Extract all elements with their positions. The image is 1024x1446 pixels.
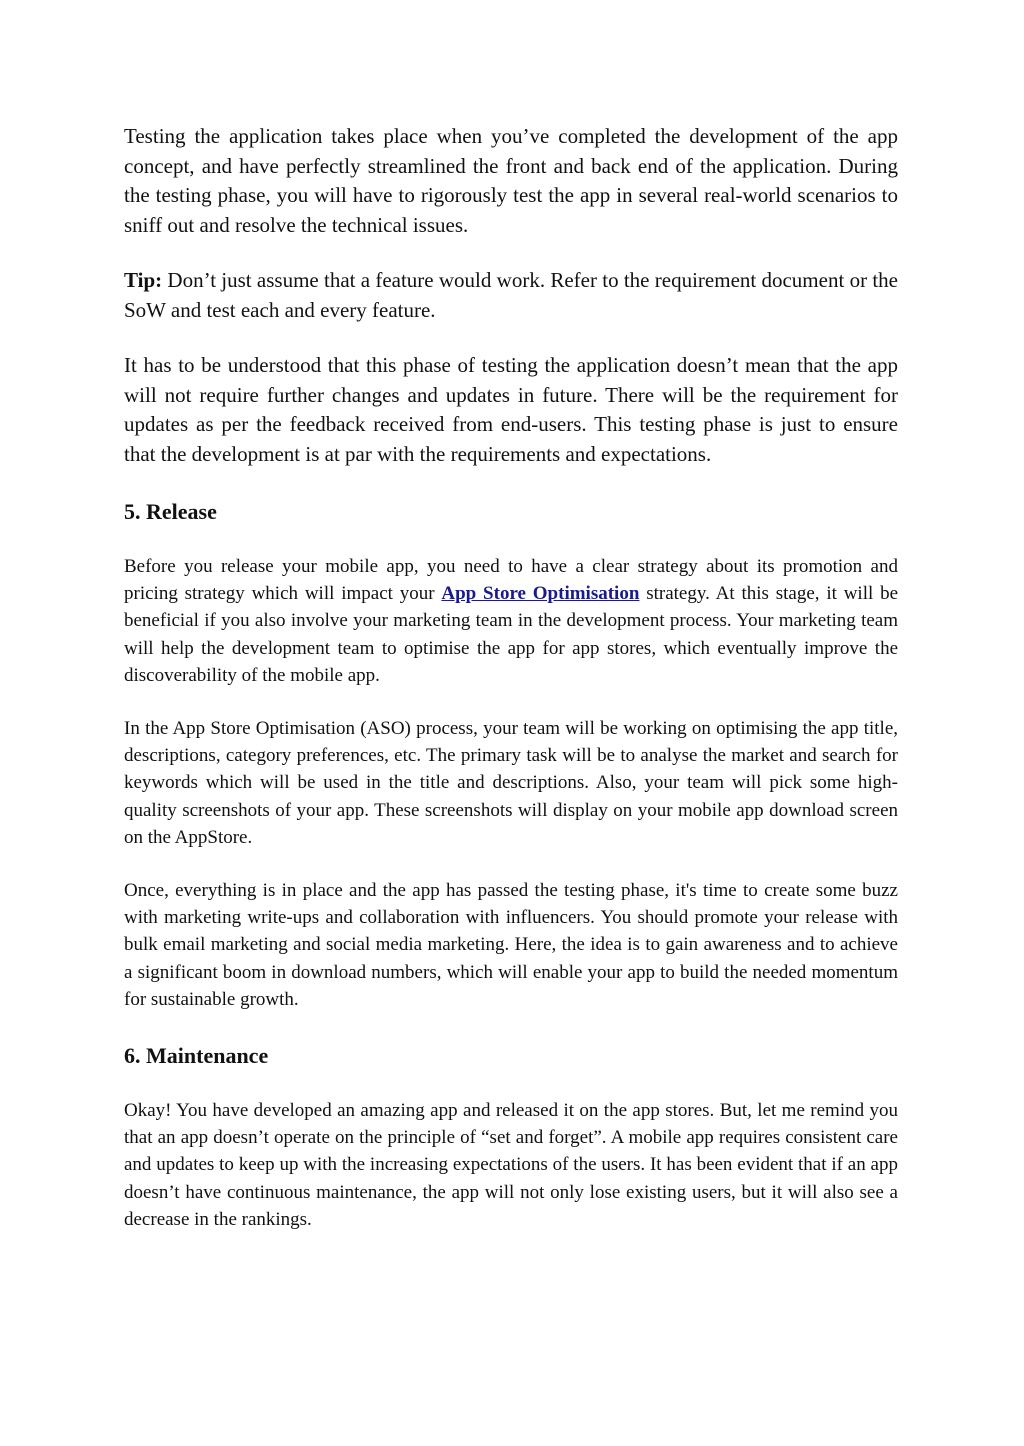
release-paragraph-2: In the App Store Optimisation (ASO) process, your team will be working on optimising the app title, descriptions, category preferences, etc. The primary task will be to analyse the market and search for keywords which will be used in the title and descriptions. Also, your team will pick some high-quality screenshots of your app. These screenshots will display on your mobile app download screen on the AppStore. <box>124 718 898 848</box>
document-page <box>124 122 898 1233</box>
spacer <box>124 851 898 877</box>
release-p1-after: strategy. At this stage, it will be beneficial if you also involve your marketing team in the development process. Your marketing team will help the development team to optimise the app for app stores, which eventually improve the discoverability of the mobile app. <box>124 583 899 686</box>
tip-label: Tip: <box>124 268 163 292</box>
spacer <box>124 1071 898 1097</box>
spacer <box>124 689 898 715</box>
release-heading: 5. Release <box>124 499 217 524</box>
maintenance-paragraph-1: Okay! You have developed an amazing app and released it on the app stores. But, let me remind you that an app doesn’t operate on the principle of “set and forget”. A mobile app requires consistent care and updates to keep up with the increasing expectations of the users. It has been evident that if an app doesn’t have continuous maintenance, the app will not only lose existing users, but it will also see a decrease in the rankings. <box>124 1100 898 1230</box>
release-p1-before: Before you release your mobile app, you need to have a clear strategy about its promotion and pricing strategy which will impact your <box>124 556 898 605</box>
spacer <box>124 1013 898 1041</box>
testing-paragraph-2: It has to be understood that this phase of testing the application doesn’t mean that the app will not require further changes and updates in future. There will be the requirement for updates as per the feedback received from end-users. This testing phase is just to ensure that the development is at par with the requirements and expectations. <box>124 353 898 466</box>
release-paragraph-3: Once, everything is in place and the app has passed the testing phase, it's time to create some buzz with marketing write-ups and collaboration with influencers. You should promote your release with bulk email marketing and social media marketing. Here, the idea is to gain awareness and to achieve a significant boom in download numbers, which will enable your app to build the needed momentum for sustainable growth. <box>124 880 898 1010</box>
app-store-optimisation-link[interactable]: App Store Optimisation <box>441 583 640 605</box>
spacer <box>124 469 898 497</box>
spacer <box>124 527 898 553</box>
maintenance-heading: 6. Maintenance <box>124 1043 269 1069</box>
tip-paragraph <box>124 266 898 325</box>
testing-paragraph-1: Testing the application takes place when you’ve completed the development of the app concept, and have perfectly streamlined the front and back end of the application. During the testing phase, you will have to rigorously test the app in several real-world scenarios to sniff out and resolve the technical issues. <box>124 124 898 237</box>
spacer <box>124 325 898 351</box>
tip-text: Don’t just assume that a feature would work. Refer to the requirement document or the SoW and test each and every feature. <box>124 268 898 322</box>
spacer <box>124 240 898 266</box>
release-paragraph-1 <box>124 553 898 689</box>
